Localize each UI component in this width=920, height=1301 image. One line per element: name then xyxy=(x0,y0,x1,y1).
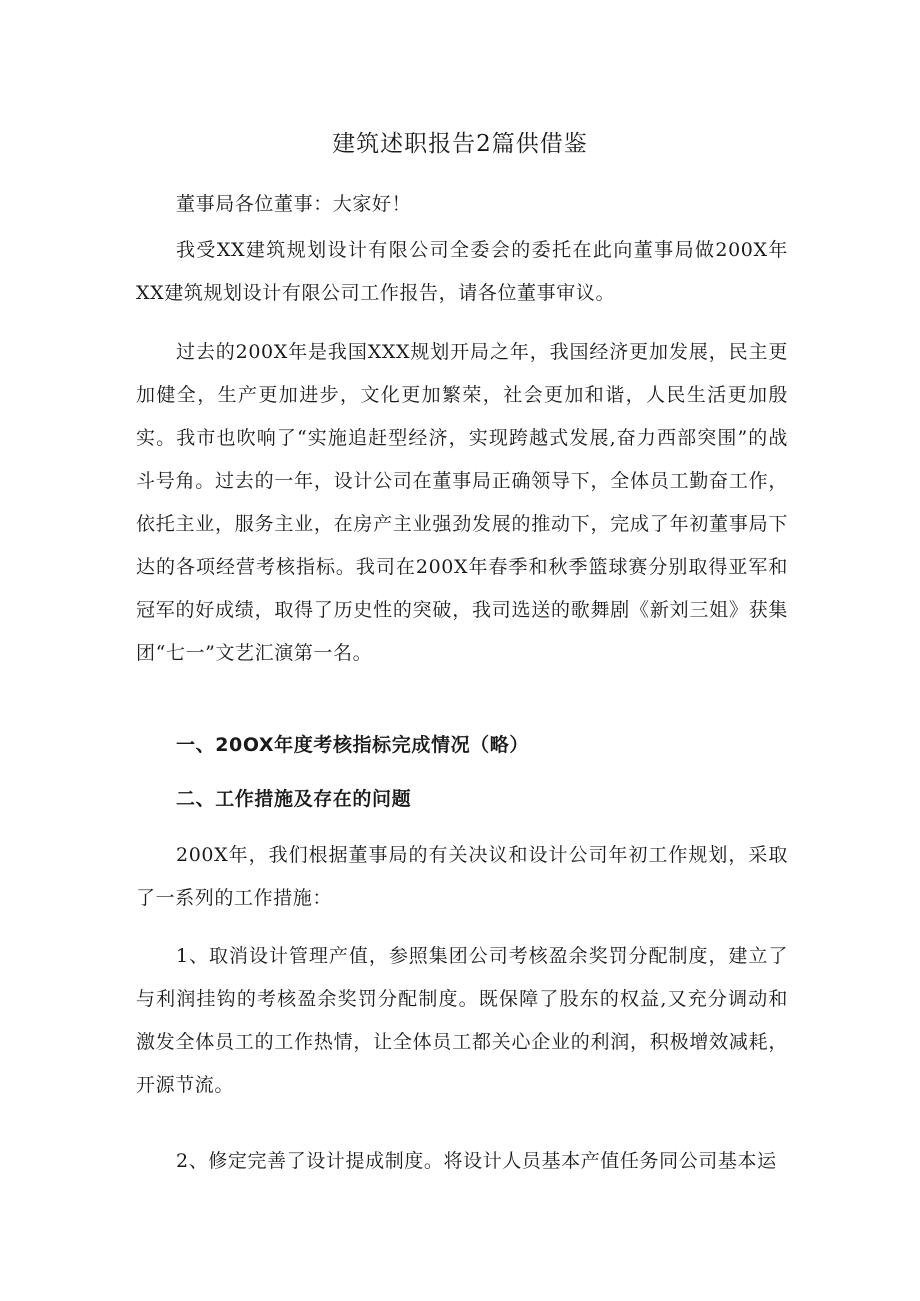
greeting-paragraph: 董事局各位董事：大家好！ xyxy=(176,193,412,215)
section-heading-2: 二、工作措施及存在的问题 xyxy=(176,788,412,810)
measure-1-paragraph: 1、取消设计管理产值，参照集团公司考核盈余奖罚分配制度，建立了与利润挂钩的考核盈余奖罚分配制度。既保障了股东的权益,又充分调动和激发全体员工的工作热情，让全体员工都关心企业的利润，积极增效减耗，开源节流。 xyxy=(136,945,788,1096)
intro-paragraph: 我受XX建筑规划设计有限公司全委会的委托在此向董事局做200X年XX建筑规划设计有限公司工作报告，请各位董事审议。 xyxy=(136,239,788,304)
section-heading-1: 一、20OX年度考核指标完成情况（略） xyxy=(176,734,529,756)
measure-2-paragraph: 2、修定完善了设计提成制度。将设计人员基本产值任务同公司基本运 xyxy=(176,1150,777,1172)
measures-intro-paragraph: 200X年，我们根据董事局的有关决议和设计公司年初工作规划，采取了一系列的工作措施： xyxy=(136,844,788,909)
review-paragraph: 过去的200X年是我国XXX规划开局之年，我国经济更加发展，民主更加健全，生产更加进步，文化更加繁荣，社会更加和谐，人民生活更加殷实。我市也吹响了“实施追赶型经济，实现跨越式发展,奋力西部突围”的战斗号角。过去的一年，设计公司在董事局正确领导下，全体员工勤奋工作，依托主业，服务主业，在房产主业强劲发展的推动下，完成了年初董事局下达的各项经营考核指标。我司在200X年春季和秋季篮球赛分别取得亚军和冠军的好成绩，取得了历史性的突破，我司选送的歌舞剧《新刘三姐》获集团“七一”文艺汇演第一名。 xyxy=(136,341,788,664)
document-title: 建筑述职报告2篇供借鉴 xyxy=(332,131,588,157)
